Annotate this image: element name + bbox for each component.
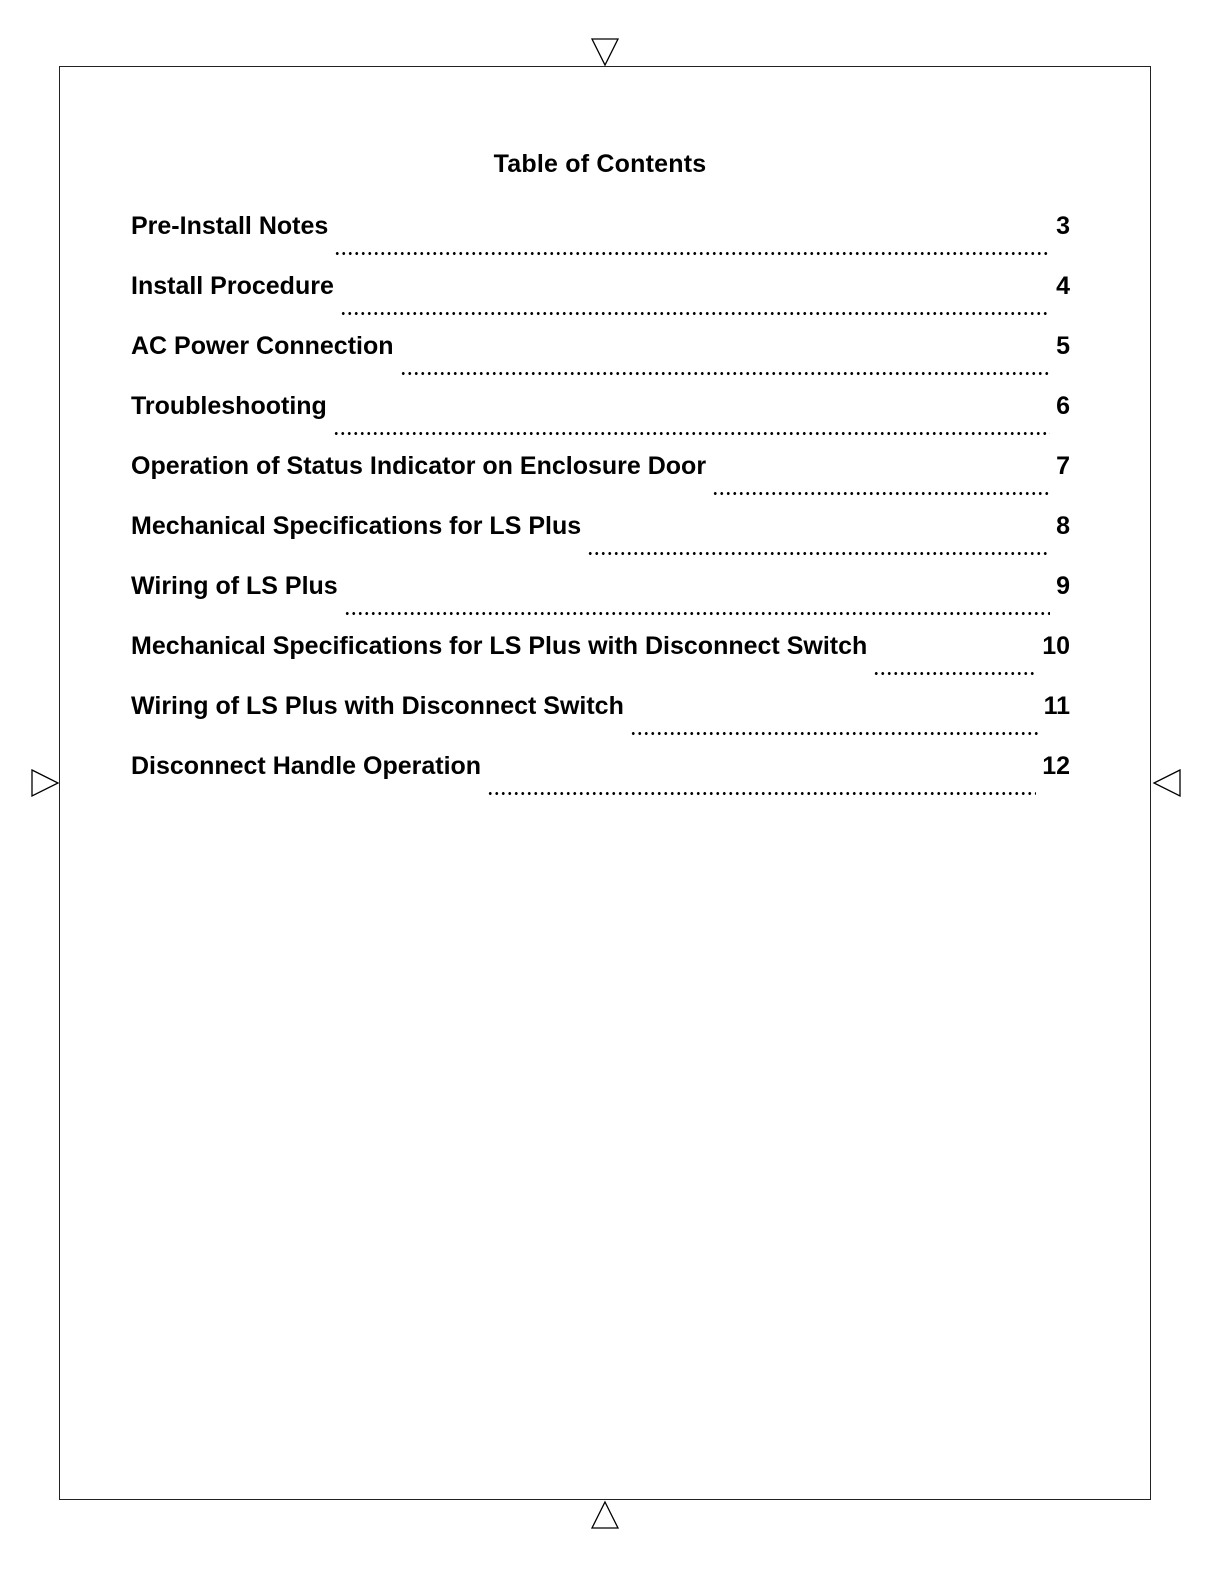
toc-entry-mechanical-specifications[interactable] [131,508,1070,568]
toc-entry-mechanical-specifications-disconnect[interactable] [131,628,1070,688]
triangle-up-icon [590,1500,620,1530]
toc-entry-ac-power-connection[interactable] [131,328,1070,388]
toc-entry-label: Mechanical Specifications for LS Plus with Disconnect Switch [131,632,868,660]
dot-leader [344,588,1050,616]
toc-entry-page-number: 11 [1043,692,1070,720]
dot-leader [630,708,1038,736]
toc-entry-label: Pre-Install Notes [131,212,329,240]
toc-entry-page-number: 10 [1042,632,1070,660]
toc-entry-pre-install-notes[interactable] [131,208,1070,268]
toc-entry-label: Disconnect Handle Operation [131,752,482,780]
toc-entry-page-number: 12 [1042,752,1070,780]
toc-entry-page-number: 7 [1056,452,1070,480]
toc-entry-label: Mechanical Specifications for LS Plus [131,512,582,540]
dot-leader [487,768,1036,796]
toc-entry-label: Operation of Status Indicator on Enclosure Door [131,452,707,480]
toc-entry-wiring[interactable] [131,568,1070,628]
toc-entry-wiring-disconnect[interactable] [131,688,1070,748]
toc-entry-page-number: 8 [1056,512,1070,540]
toc-entry-disconnect-handle-operation[interactable] [131,748,1070,808]
toc-title: Table of Contents [493,150,707,178]
toc-entry-label: AC Power Connection [131,332,394,360]
toc-entry-label: Wiring of LS Plus [131,572,338,600]
toc-entry-status-indicator[interactable] [131,448,1070,508]
toc-entry-troubleshooting[interactable] [131,388,1070,448]
dot-leader [712,468,1050,496]
toc-entry-install-procedure[interactable] [131,268,1070,328]
dot-leader [334,228,1050,256]
triangle-right-icon [30,768,60,798]
dot-leader [333,408,1050,436]
toc-entry-label: Wiring of LS Plus with Disconnect Switch [131,692,624,720]
dot-leader [587,528,1050,556]
triangle-down-icon [590,37,620,67]
toc-list [131,208,1070,808]
dot-leader [340,288,1050,316]
toc-entry-label: Install Procedure [131,272,334,300]
toc-entry-page-number: 6 [1056,392,1070,420]
toc-entry-label: Troubleshooting [131,392,327,420]
dot-leader [400,348,1051,376]
toc-entry-page-number: 4 [1056,272,1070,300]
toc-entry-page-number: 5 [1056,332,1070,360]
triangle-left-icon [1152,768,1182,798]
dot-leader [873,648,1036,676]
toc-entry-page-number: 3 [1056,212,1070,240]
toc-entry-page-number: 9 [1056,572,1070,600]
